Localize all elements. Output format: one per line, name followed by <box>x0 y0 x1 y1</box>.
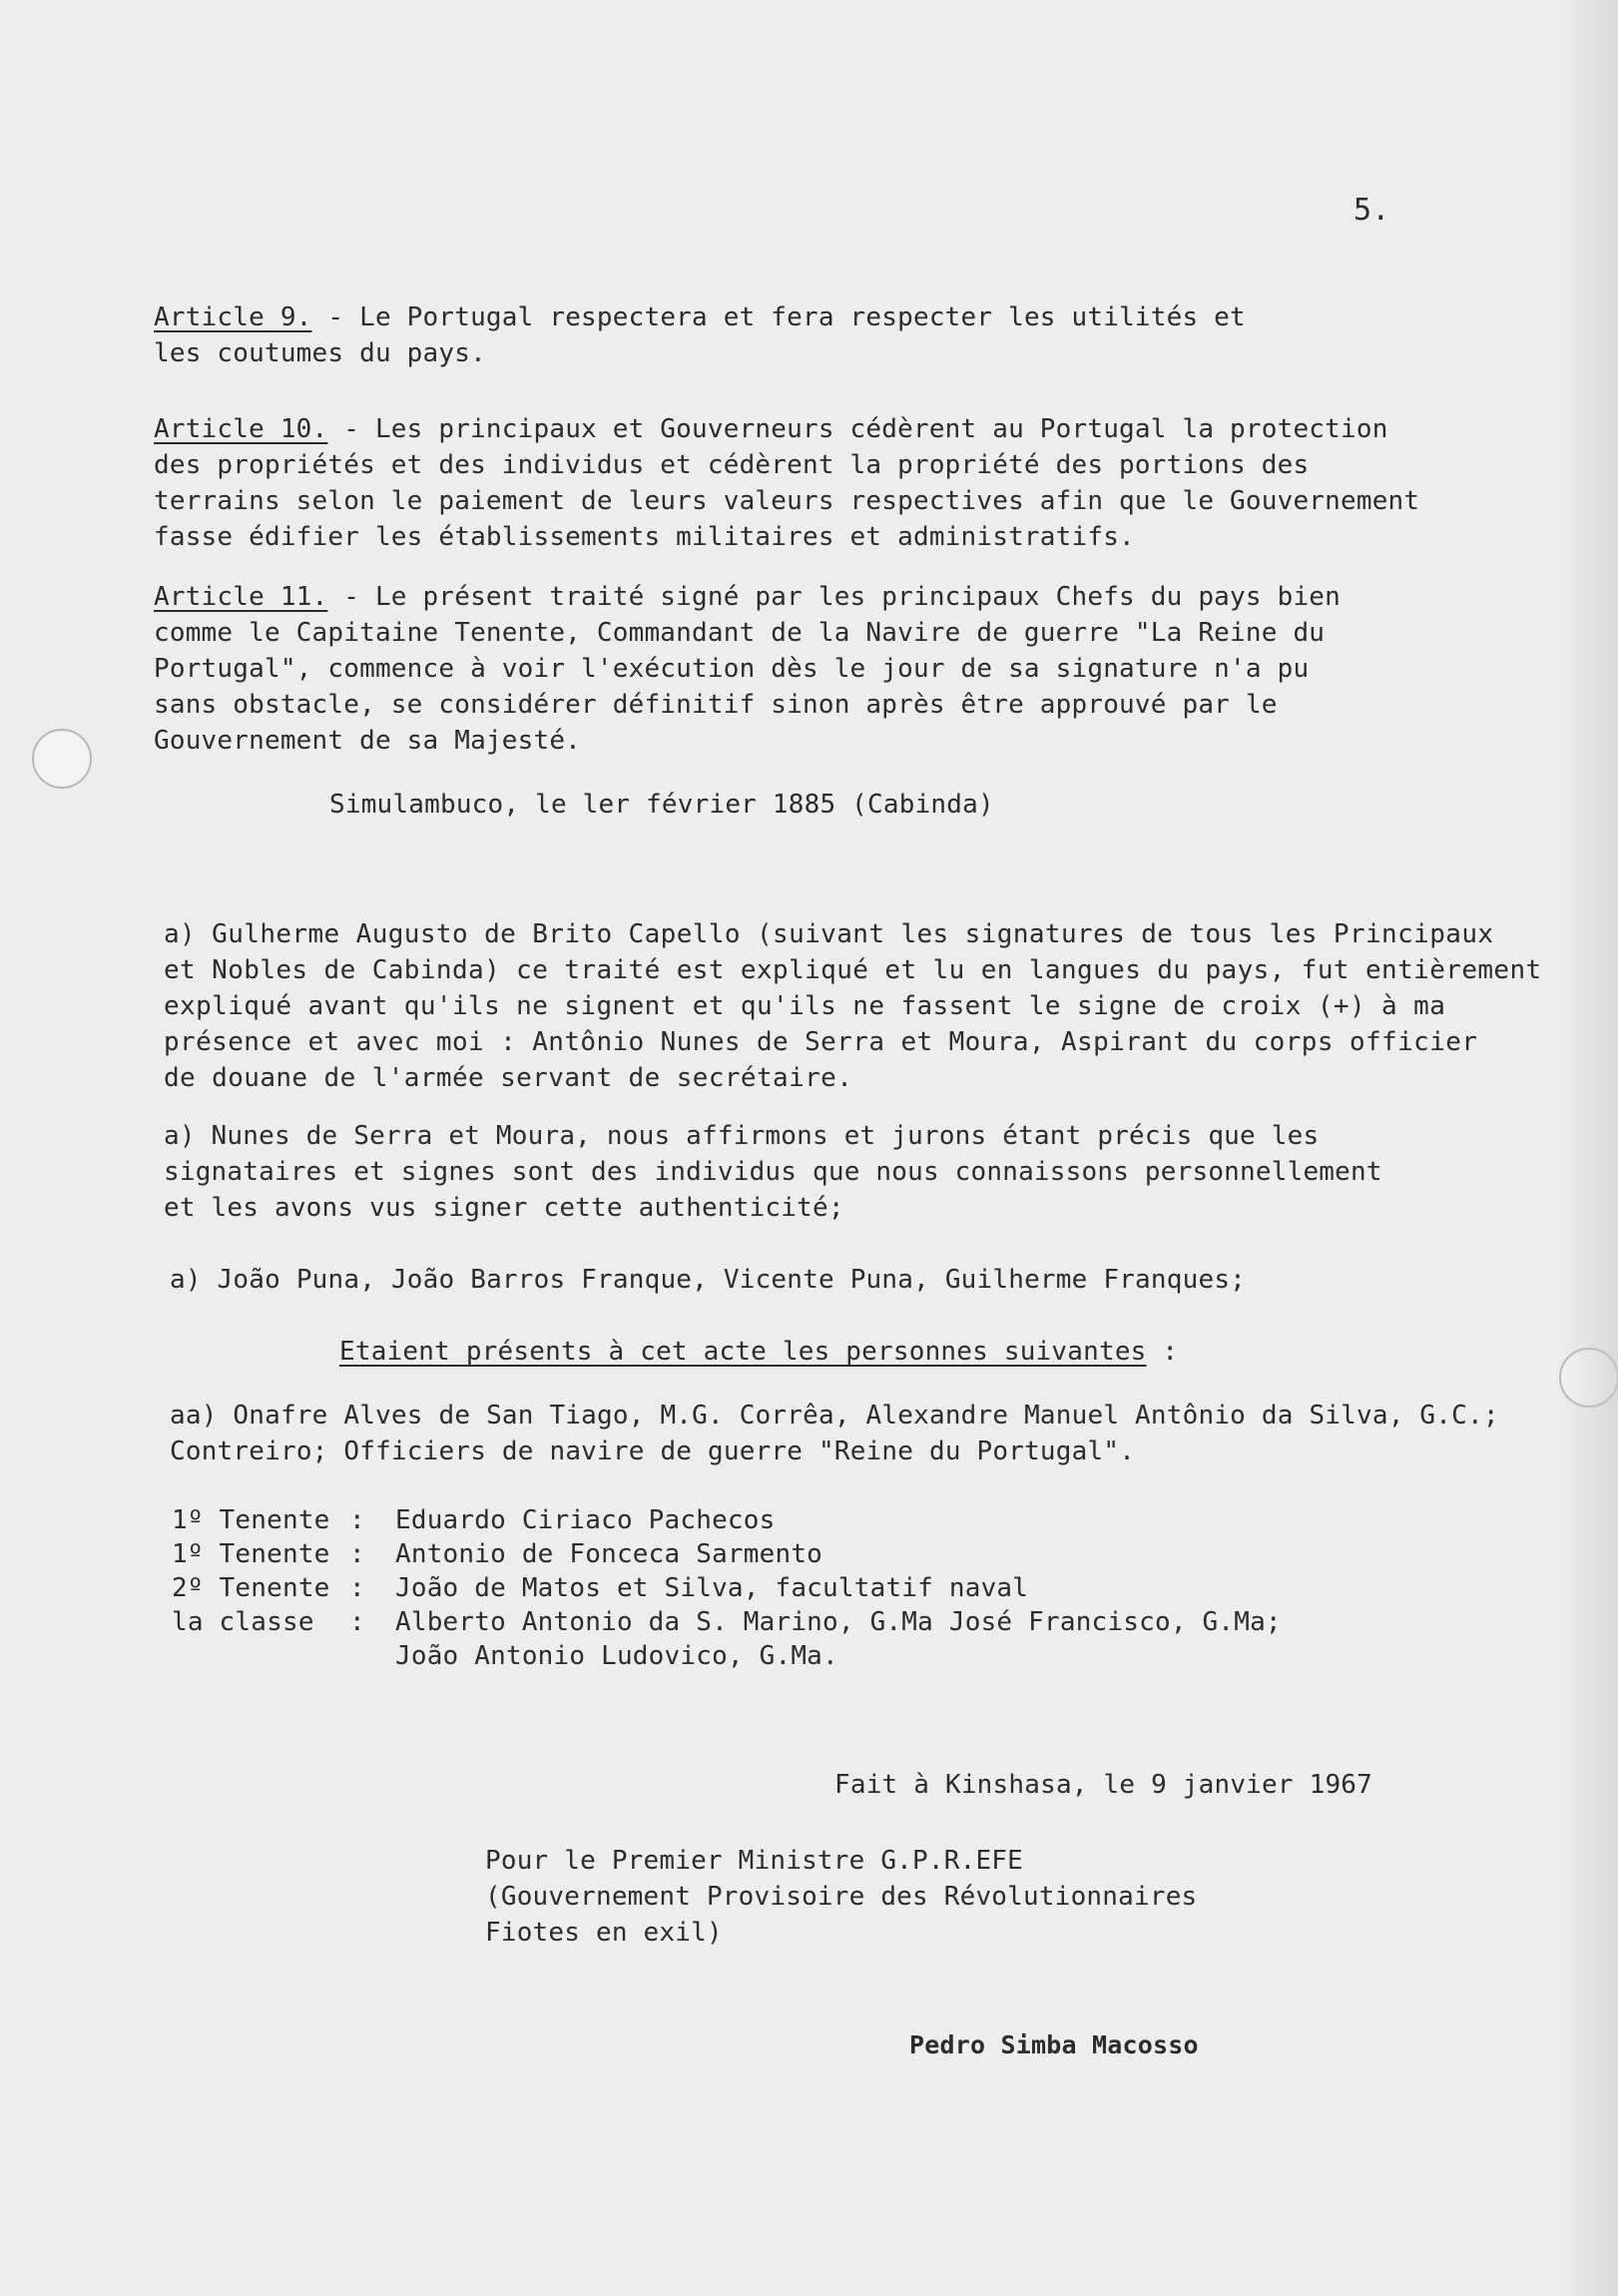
article-9 <box>154 299 1246 371</box>
officer-rank: 2º Tenente <box>172 1573 330 1603</box>
officer-row <box>172 1571 1282 1605</box>
article-11 <box>154 579 1341 759</box>
officer-row <box>172 1537 1282 1571</box>
officer-names: João de Matos et Silva, facultatif naval <box>395 1573 1029 1603</box>
article-10-line-2: des propriétés et des individus et cédèrent la propriété des portions des <box>154 450 1310 480</box>
article-10-label: Article 10. <box>154 414 328 444</box>
article-10-line-3: terrains selon le paiement de leurs valeurs respectives afin que le Gouvernement <box>154 486 1420 516</box>
article-9-line-2: les coutumes du pays. <box>154 338 486 368</box>
pour-line-1: Pour le Premier Ministre G.P.R.EFE <box>485 1846 1024 1876</box>
signatory-name: Pedro Simba Macosso <box>909 2030 1199 2059</box>
present-heading-colon: : <box>1146 1337 1179 1367</box>
officer-separator: : <box>349 1573 365 1603</box>
officer-row <box>172 1605 1282 1639</box>
present-list-line-2: Contreiro; Officiers de navire de guerre "Reine du Portugal". <box>170 1436 1136 1466</box>
article-10-text: - Les principaux et Gouverneurs cédèrent au Portugal la protection <box>327 414 1388 444</box>
article-10-line-4: fasse édifier les établissements militaires et administratifs. <box>154 522 1135 552</box>
article-10 <box>154 411 1419 555</box>
officer-row <box>172 1503 1282 1537</box>
officer-names: Antonio de Fonceca Sarmento <box>395 1539 823 1569</box>
page-number: 5. <box>1353 193 1390 228</box>
article-9-text: - Le Portugal respectera et fera respecter les utilités et <box>311 302 1246 332</box>
pour-block <box>485 1843 1197 1951</box>
officer-names-continuation: João Antonio Ludovico, G.Ma. <box>395 1641 838 1671</box>
article-11-line-3: Portugal", commence à voir l'exécution dès le jour de sa signature n'a pu <box>154 654 1310 684</box>
paragraph-nunes-line-3: et les avons vus signer cette authenticité; <box>164 1193 844 1223</box>
officer-rank: 1º Tenente <box>172 1505 330 1535</box>
place-date: Simulambuco, le ler février 1885 (Cabinda) <box>329 790 994 820</box>
present-list-line-1: aa) Onafre Alves de San Tiago, M.G. Corrêa, Alexandre Manuel Antônio da Silva, G.C.; <box>170 1401 1499 1431</box>
paragraph-signatories-line-1: a) João Puna, João Barros Franque, Vicente Puna, Guilherme Franques; <box>170 1265 1247 1295</box>
paragraph-capello-line-2: et Nobles de Cabinda) ce traité est expliqué et lu en langues du pays, fut entièrement <box>164 955 1542 985</box>
present-heading-text: Etaient présents à cet acte les personnes suivantes <box>339 1337 1147 1367</box>
paragraph-capello <box>164 916 1542 1096</box>
article-11-line-5: Gouvernement de sa Majesté. <box>154 726 582 756</box>
present-list <box>170 1398 1499 1469</box>
officer-names: Eduardo Ciriaco Pachecos <box>395 1505 776 1535</box>
punch-hole-top <box>32 729 92 789</box>
paragraph-capello-line-5: de douane de l'armée servant de secrétaire. <box>164 1063 853 1093</box>
article-11-text: - Le présent traité signé par les principaux Chefs du pays bien <box>327 582 1342 612</box>
article-11-line-1 <box>154 579 1341 615</box>
article-9-line-1 <box>154 299 1246 335</box>
fait-line: Fait à Kinshasa, le 9 janvier 1967 <box>834 1770 1373 1800</box>
officer-rank: 1º Tenente <box>172 1539 330 1569</box>
paragraph-nunes-line-2: signataires et signes sont des individus que nous connaissons personnellement <box>164 1157 1382 1187</box>
officer-row-continuation <box>172 1639 1282 1673</box>
paragraph-capello-line-4: présence et avec moi : Antônio Nunes de Serra et Moura, Aspirant du corps officier <box>164 1027 1478 1057</box>
officers-list <box>172 1503 1282 1673</box>
paragraph-capello-line-3: expliqué avant qu'ils ne signent et qu'ils ne fassent le signe de croix (+) à ma <box>164 991 1446 1021</box>
paragraph-nunes-line-1: a) Nunes de Serra et Moura, nous affirmons et jurons étant précis que les <box>164 1121 1320 1151</box>
pour-line-2: (Gouvernement Provisoire des Révolutionnaires <box>485 1882 1198 1912</box>
pour-line-3: Fiotes en exil) <box>485 1918 723 1948</box>
officer-names: Alberto Antonio da S. Marino, G.Ma José Francisco, G.Ma; <box>395 1607 1282 1637</box>
paragraph-capello-line-1: a) Gulherme Augusto de Brito Capello (suivant les signatures de tous les Principaux <box>164 919 1494 949</box>
officer-rank: la classe <box>172 1607 314 1637</box>
article-11-label: Article 11. <box>154 582 328 612</box>
paragraph-signatories <box>170 1262 1246 1298</box>
present-heading <box>339 1334 1178 1370</box>
officer-separator: : <box>349 1607 365 1637</box>
article-11-line-4: sans obstacle, se considérer définitif sinon après être approuvé par le <box>154 690 1278 720</box>
article-9-label: Article 9. <box>154 302 312 332</box>
punch-hole-bottom <box>1559 1348 1618 1408</box>
article-11-line-2: comme le Capitaine Tenente, Commandant de la Navire de guerre "La Reine du <box>154 618 1326 648</box>
article-10-line-1 <box>154 411 1419 447</box>
officer-separator: : <box>349 1539 365 1569</box>
paragraph-nunes <box>164 1118 1382 1226</box>
officer-separator: : <box>349 1505 365 1535</box>
